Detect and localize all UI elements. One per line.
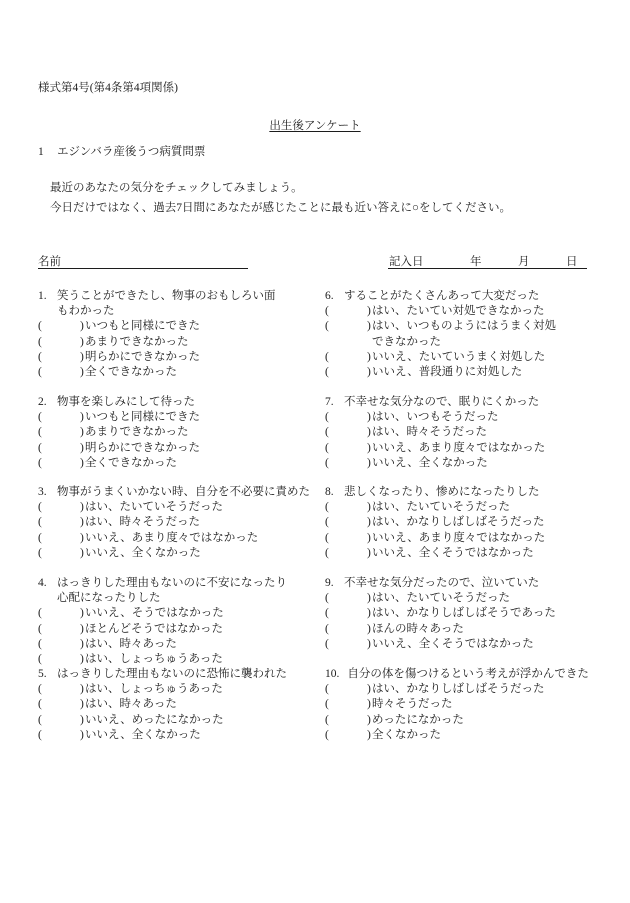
question-text: 自分の体を傷つけるという考えが浮かんできた <box>347 668 589 680</box>
answer-option <box>325 682 589 697</box>
answer-option-text: ほんの時々あった <box>372 622 464 635</box>
answer-option <box>325 531 545 546</box>
answer-option <box>325 410 545 425</box>
answer-slot[interactable] <box>38 335 85 350</box>
answer-option-text: はい、たいていそうだった <box>372 592 510 605</box>
answer-option <box>38 713 287 728</box>
answer-slot-close: ) <box>80 366 84 379</box>
answer-option <box>38 500 310 515</box>
question-text: 物事がうまくいかない時、自分を不必要に責めた <box>57 486 310 498</box>
section-number: 1 <box>38 146 44 158</box>
answer-slot-close: ) <box>367 516 371 529</box>
question-text-continued: もわかった <box>57 305 115 318</box>
answer-slot-close: ) <box>80 653 84 666</box>
answer-option <box>325 606 556 621</box>
answer-option <box>325 546 545 561</box>
answer-slot-open: ( <box>38 441 42 454</box>
answer-option-text: いいえ、あまり度々ではなかった <box>372 441 546 454</box>
answer-option-text: 時々そうだった <box>372 698 453 711</box>
answer-option <box>38 531 310 546</box>
answer-option <box>325 591 556 606</box>
question-number: 9. <box>325 577 334 589</box>
answer-option-text: はい、いつもそうだった <box>372 411 499 424</box>
question-10 <box>325 667 589 743</box>
question-heading <box>325 395 545 410</box>
question-number: 8. <box>325 486 334 498</box>
answer-option <box>325 622 556 637</box>
answer-option-text-continued: できなかった <box>372 335 441 348</box>
answer-slot-close: ) <box>80 501 84 514</box>
question-heading <box>38 289 276 304</box>
answer-slot-close: ) <box>367 305 371 318</box>
answer-option-text: あまりできなかった <box>85 426 189 439</box>
question-4 <box>38 576 287 667</box>
answer-slot[interactable] <box>325 728 372 743</box>
answer-slot-open: ( <box>38 531 42 544</box>
question-text: 物事を楽しみにして待った <box>57 396 195 408</box>
answer-option <box>325 456 545 471</box>
answer-slot-close: ) <box>367 531 371 544</box>
answer-slot-close: ) <box>367 713 371 726</box>
name-field[interactable] <box>38 268 248 269</box>
answer-slot-open: ( <box>325 683 329 696</box>
question-text: することがたくさんあって大変だった <box>344 290 540 302</box>
answer-slot-close: ) <box>367 441 371 454</box>
answer-slot-open: ( <box>325 698 329 711</box>
answer-option-text: いいえ、全くなかった <box>85 546 201 559</box>
answer-option-text: めったになかった <box>372 713 464 726</box>
date-year-label: 年 <box>470 256 482 268</box>
answer-option-text: いいえ、めったになかった <box>85 713 224 726</box>
answer-slot-open: ( <box>38 366 42 379</box>
answer-option-text: はい、かなりしばしばそうだった <box>372 516 545 529</box>
answer-slot[interactable] <box>38 456 85 471</box>
answer-slot-open: ( <box>38 637 42 650</box>
answer-option-text: はい、かなりしばしばそうだった <box>372 683 545 696</box>
answer-slot-close: ) <box>367 320 371 333</box>
answer-option <box>325 697 589 712</box>
answer-slot[interactable] <box>38 441 85 456</box>
answer-slot-close: ) <box>80 411 84 424</box>
answer-slot-close: ) <box>367 350 371 363</box>
answer-option <box>38 546 310 561</box>
answer-slot-open: ( <box>38 335 42 348</box>
answer-slot[interactable] <box>38 697 85 712</box>
answer-slot[interactable] <box>325 319 372 334</box>
answer-slot-open: ( <box>325 607 329 620</box>
answer-option <box>325 637 556 652</box>
question-1 <box>38 289 276 380</box>
answer-slot-close: ) <box>80 713 84 726</box>
answer-slot-close: ) <box>367 607 371 620</box>
answer-option-text: ほとんどそうではなかった <box>85 622 223 635</box>
section-title: エジンバラ産後うつ病質問票 <box>57 146 206 158</box>
date-month-label: 月 <box>518 256 530 268</box>
answer-slot-open: ( <box>38 622 42 635</box>
answer-slot-open: ( <box>38 516 42 529</box>
question-2 <box>38 395 200 471</box>
answer-slot-close: ) <box>80 728 84 741</box>
answer-option <box>325 500 545 515</box>
answer-option-text: はい、時々そうだった <box>85 516 200 529</box>
answer-slot[interactable] <box>38 637 85 652</box>
question-number: 7. <box>325 396 334 408</box>
answer-slot-close: ) <box>367 637 371 650</box>
answer-slot[interactable] <box>325 713 372 728</box>
intro-line-1: 最近のあなたの気分をチェックしてみましょう。 <box>50 182 303 194</box>
answer-option <box>38 652 287 667</box>
answer-option-text: はい、いつものようにはうまく対処 <box>372 320 556 333</box>
answer-slot[interactable] <box>325 591 372 606</box>
answer-slot-close: ) <box>367 546 371 559</box>
answer-slot[interactable] <box>325 531 372 546</box>
answer-slot[interactable] <box>38 622 85 637</box>
answer-option-text: はい、時々そうだった <box>372 426 487 439</box>
answer-option <box>38 335 276 350</box>
answer-slot[interactable] <box>38 652 85 667</box>
date-day-label: 日 <box>566 256 578 268</box>
answer-slot-open: ( <box>38 350 42 363</box>
answer-option <box>38 410 200 425</box>
answer-slot[interactable] <box>325 456 372 471</box>
answer-option-text: はい、たいていそうだった <box>372 501 510 514</box>
answer-option <box>38 728 287 743</box>
answer-option <box>38 622 287 637</box>
answer-slot[interactable] <box>325 637 372 652</box>
answer-slot-open: ( <box>38 653 42 666</box>
answer-slot-close: ) <box>367 683 371 696</box>
question-number: 1. <box>38 290 47 302</box>
question-text: 笑うことができたし、物事のおもしろい面 <box>57 290 276 302</box>
answer-slot[interactable] <box>38 606 85 621</box>
answer-slot-open: ( <box>38 728 42 741</box>
answer-slot-close: ) <box>80 546 84 559</box>
answer-slot-open: ( <box>325 516 329 529</box>
question-heading <box>325 667 589 682</box>
answer-slot-close: ) <box>80 441 84 454</box>
answer-option <box>38 365 276 380</box>
answer-option <box>325 728 589 743</box>
answer-slot-open: ( <box>38 698 42 711</box>
answer-slot-close: ) <box>367 366 371 379</box>
question-number: 5. <box>38 668 47 680</box>
answer-option <box>325 365 556 380</box>
answer-slot[interactable] <box>325 697 372 712</box>
answer-slot-open: ( <box>325 592 329 605</box>
answer-slot-open: ( <box>325 350 329 363</box>
answer-slot-open: ( <box>325 366 329 379</box>
answer-option <box>325 350 556 365</box>
answer-slot-close: ) <box>80 607 84 620</box>
answer-option <box>38 637 287 652</box>
answer-option <box>325 713 589 728</box>
answer-option-text: はい、たいてい対処できなかった <box>372 305 545 318</box>
answer-slot-close: ) <box>80 683 84 696</box>
answer-slot-open: ( <box>325 531 329 544</box>
answer-option <box>38 456 200 471</box>
answer-slot-open: ( <box>38 411 42 424</box>
answer-slot[interactable] <box>325 515 372 530</box>
answer-slot-close: ) <box>367 622 371 635</box>
answer-option <box>38 350 276 365</box>
answer-slot-close: ) <box>80 516 84 529</box>
answer-slot[interactable] <box>38 713 85 728</box>
answer-slot-open: ( <box>325 622 329 635</box>
answer-slot-open: ( <box>38 546 42 559</box>
answer-slot[interactable] <box>38 319 85 334</box>
answer-option-text: 全くなかった <box>372 728 441 741</box>
answer-slot-close: ) <box>80 698 84 711</box>
answer-slot-close: ) <box>80 350 84 363</box>
answer-slot-close: ) <box>80 335 84 348</box>
answer-slot-open: ( <box>38 320 42 333</box>
name-label: 名前 <box>38 256 61 268</box>
answer-slot[interactable] <box>325 500 372 515</box>
answer-slot-open: ( <box>325 441 329 454</box>
page-title-text: 出生後アンケート <box>269 120 361 132</box>
answer-option <box>325 319 556 334</box>
answer-slot[interactable] <box>38 728 85 743</box>
answer-option-text: 明らかにできなかった <box>85 441 200 454</box>
answer-slot-open: ( <box>38 683 42 696</box>
answer-slot-close: ) <box>80 637 84 650</box>
answer-option-text: いいえ、全くなかった <box>372 456 488 469</box>
answer-slot[interactable] <box>325 441 372 456</box>
answer-slot-close: ) <box>80 426 84 439</box>
answer-option-text: はい、しょっちゅうあった <box>85 683 223 696</box>
answer-option-text: いいえ、そうではなかった <box>85 607 224 620</box>
question-heading <box>325 485 545 500</box>
question-text: はっきりした理由もないのに不安になったり <box>57 577 287 589</box>
answer-option-text: いいえ、普段通りに対処した <box>372 366 523 379</box>
answer-slot-open: ( <box>325 728 329 741</box>
answer-slot-close: ) <box>367 426 371 439</box>
answer-option-text: いいえ、全くなかった <box>85 728 201 741</box>
answer-option <box>325 304 556 319</box>
answer-slot[interactable] <box>325 425 372 440</box>
form-id: 様式第4号(第4条第4項関係) <box>38 82 178 94</box>
answer-option-text: いいえ、全くそうではなかった <box>372 637 534 650</box>
answer-option-text: いいえ、たいていうまく対処した <box>372 350 546 363</box>
answer-option <box>38 682 287 697</box>
answer-option-text: はい、しょっちゅうあった <box>85 653 223 666</box>
question-6 <box>325 289 556 380</box>
answer-slot-open: ( <box>38 456 42 469</box>
answer-option-text: 明らかにできなかった <box>85 350 200 363</box>
question-text: 不幸せな気分だったので、泣いていた <box>344 577 540 589</box>
question-text: 悲しくなったり、惨めになったりした <box>344 486 540 498</box>
answer-slot[interactable] <box>38 410 85 425</box>
answer-slot[interactable] <box>325 682 372 697</box>
answer-slot-close: ) <box>80 531 84 544</box>
answer-slot-open: ( <box>325 426 329 439</box>
answer-option <box>38 697 287 712</box>
answer-option <box>38 515 310 530</box>
answer-slot[interactable] <box>38 500 85 515</box>
question-3 <box>38 485 310 561</box>
answer-slot-close: ) <box>367 592 371 605</box>
answer-slot-open: ( <box>325 320 329 333</box>
answer-slot[interactable] <box>325 546 372 561</box>
question-heading <box>38 485 310 500</box>
answer-option-text: あまりできなかった <box>85 335 189 348</box>
answer-option <box>38 441 200 456</box>
answer-slot[interactable] <box>38 350 85 365</box>
answer-slot-open: ( <box>325 637 329 650</box>
question-5 <box>38 667 287 743</box>
answer-option <box>325 425 545 440</box>
question-8 <box>325 485 545 561</box>
question-heading <box>325 289 556 304</box>
answer-slot[interactable] <box>38 425 85 440</box>
answer-option-text: はい、時々あった <box>85 637 177 650</box>
date-field[interactable] <box>388 268 587 269</box>
question-number: 6. <box>325 290 334 302</box>
answer-slot[interactable] <box>325 365 372 380</box>
answer-option-text: いつもと同様にできた <box>85 411 200 424</box>
question-heading <box>38 576 287 591</box>
answer-option-text: いいえ、あまり度々ではなかった <box>85 531 259 544</box>
answer-option <box>38 319 276 334</box>
answer-option <box>38 425 200 440</box>
question-heading <box>325 576 556 591</box>
answer-slot-close: ) <box>80 622 84 635</box>
question-text: はっきりした理由もないのに恐怖に襲われた <box>57 668 287 680</box>
question-text-continued: 心配になったりした <box>57 592 161 605</box>
question-number: 3. <box>38 486 47 498</box>
answer-slot[interactable] <box>325 410 372 425</box>
answer-slot-close: ) <box>367 698 371 711</box>
answer-option-text: いいえ、全くそうではなかった <box>372 546 534 559</box>
answer-option-text: 全くできなかった <box>85 456 177 469</box>
answer-slot-close: ) <box>367 456 371 469</box>
answer-slot-close: ) <box>367 728 371 741</box>
question-7 <box>325 395 545 471</box>
answer-option <box>38 606 287 621</box>
answer-option-text: 全くできなかった <box>85 366 177 379</box>
question-number: 10. <box>325 668 340 680</box>
answer-option-text: はい、時々あった <box>85 698 177 711</box>
question-heading <box>38 667 287 682</box>
question-number: 2. <box>38 396 47 408</box>
answer-slot-open: ( <box>325 411 329 424</box>
intro-line-2: 今日だけではなく、過去7日間にあなたが感じたことに最も近い答えに○をしてください。 <box>50 202 511 214</box>
answer-slot[interactable] <box>38 515 85 530</box>
answer-slot[interactable] <box>38 682 85 697</box>
answer-slot[interactable] <box>38 546 85 561</box>
answer-slot[interactable] <box>38 531 85 546</box>
answer-slot[interactable] <box>325 606 372 621</box>
answer-option <box>325 441 545 456</box>
answer-slot-open: ( <box>325 305 329 318</box>
answer-slot-open: ( <box>325 456 329 469</box>
answer-slot-open: ( <box>325 501 329 514</box>
answer-option-text: いつもと同様にできた <box>85 320 200 333</box>
question-number: 4. <box>38 577 47 589</box>
question-text: 不幸せな気分なので、眠りにくかった <box>344 396 540 408</box>
question-heading <box>38 395 200 410</box>
answer-option-text: はい、かなりしばしばそうであった <box>372 607 556 620</box>
answer-slot-open: ( <box>38 713 42 726</box>
answer-slot[interactable] <box>325 622 372 637</box>
answer-slot[interactable] <box>325 304 372 319</box>
page-title <box>0 118 630 134</box>
answer-option-text: はい、たいていそうだった <box>85 501 223 514</box>
answer-slot-open: ( <box>38 607 42 620</box>
date-label: 記入日 <box>389 256 424 268</box>
answer-slot-open: ( <box>325 546 329 559</box>
question-9 <box>325 576 556 652</box>
answer-option-text: いいえ、あまり度々ではなかった <box>372 531 546 544</box>
answer-option <box>325 515 545 530</box>
answer-slot-close: ) <box>367 501 371 514</box>
answer-slot[interactable] <box>38 365 85 380</box>
answer-slot-open: ( <box>38 501 42 514</box>
answer-slot-close: ) <box>80 456 84 469</box>
answer-slot-close: ) <box>367 411 371 424</box>
answer-slot-open: ( <box>38 426 42 439</box>
answer-slot-close: ) <box>80 320 84 333</box>
answer-slot[interactable] <box>325 350 372 365</box>
answer-slot-open: ( <box>325 713 329 726</box>
